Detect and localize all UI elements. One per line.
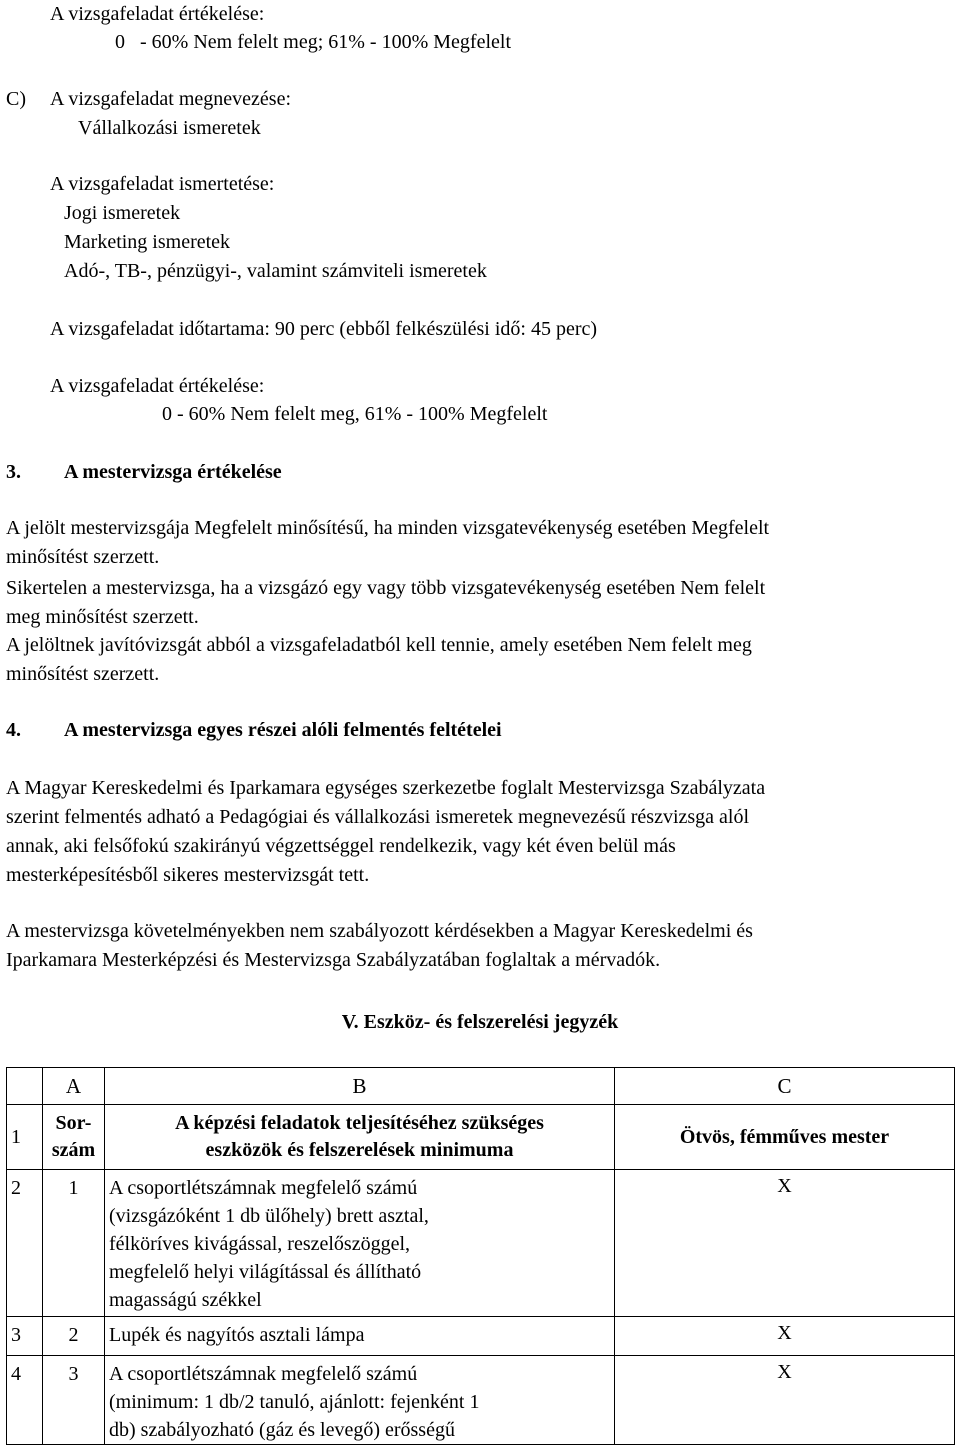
text-line: A mestervizsga követelményekben nem szabályozott kérdésekben a Magyar Kereskedelmi és: [6, 920, 753, 942]
row-mark: X: [615, 1317, 955, 1356]
section-4-paragraph-2: [6, 917, 950, 975]
b-eval-heading: A vizsgafeladat értékelése:: [50, 3, 265, 25]
text-line: A Magyar Kereskedelmi és Iparkamara egységes szerkezetbe foglalt Mestervizsga Szabályzata: [6, 777, 766, 799]
description-line: A csoportlétszámnak megfelelő számú: [109, 1363, 418, 1385]
row-sorszam: 2: [43, 1317, 105, 1356]
text-line: meg minősítést szerzett.: [6, 606, 199, 628]
header-sorszam: [43, 1105, 105, 1170]
table-corner-cell: [7, 1068, 43, 1105]
c-duration: A vizsgafeladat időtartama: 90 perc (ebből felkészülési idő: 45 perc): [50, 318, 598, 340]
text-line: mesterképesítésből sikeres mestervizsgát tett.: [6, 864, 370, 886]
c-name-value: Vállalkozási ismeretek: [78, 117, 261, 139]
c-desc-item: Jogi ismeretek: [64, 202, 181, 224]
text-line: minősítést szerzett.: [6, 663, 160, 685]
text-line: annak, aki felsőfokú szakirányú végzettséggel rendelkezik, vagy két éven belül más: [6, 835, 676, 857]
description-line: félköríves kivágással, reszelőszöggel,: [109, 1233, 411, 1255]
text-line: Sikertelen a mestervizsga, ha a vizsgázó egy vagy több vizsgatevékenység esetében Nem felelt: [6, 577, 766, 599]
column-letter: C: [615, 1068, 955, 1105]
text-line: Iparkamara Mesterképzési és Mestervizsga Szabályzatában foglaltak a mérvadók.: [6, 949, 661, 971]
c-eval-value: 0 - 60% Nem felelt meg, 61% - 100% Megfelelt: [162, 403, 548, 425]
row-mark: X: [615, 1170, 955, 1317]
row-sorszam: 1: [43, 1170, 105, 1317]
section-4-number: 4.: [6, 719, 21, 741]
section-3-paragraph-1: [6, 514, 950, 572]
section-3-number: 3.: [6, 461, 21, 483]
header-line: eszközök és felszerelések minimuma: [205, 1139, 514, 1161]
description-line: Lupék és nagyítós asztali lámpa: [109, 1324, 365, 1346]
row-sorszam: 3: [43, 1356, 105, 1445]
row-number: 3: [7, 1317, 43, 1356]
row-number: 4: [7, 1356, 43, 1445]
column-letter: B: [105, 1068, 615, 1105]
header-line: szám: [51, 1139, 96, 1161]
c-desc-item: Adó-, TB-, pénzügyi-, valamint számviteli ismeretek: [64, 260, 487, 282]
row-description: [105, 1356, 615, 1445]
c-desc-heading: A vizsgafeladat ismertetése:: [50, 173, 275, 195]
text-line: A jelöltnek javítóvizsgát abból a vizsgafeladatból kell tennie, amely esetében Nem felelt meg: [6, 634, 752, 656]
column-letter: A: [43, 1068, 105, 1105]
description-line: A csoportlétszámnak megfelelő számú: [109, 1177, 418, 1199]
description-line: (minimum: 1 db/2 tanuló, ajánlott: fejenként 1: [109, 1391, 480, 1413]
section-4-paragraph-1: [6, 774, 950, 890]
description-line: db) szabályozható (gáz és levegő) erősségű: [109, 1419, 455, 1441]
table-header-row: [7, 1105, 955, 1170]
text-line: A jelölt mestervizsgája Megfelelt minősítésű, ha minden vizsgatevékenység esetében Megfelelt: [6, 517, 770, 539]
row-number: 2: [7, 1170, 43, 1317]
text-line: minősítést szerzett.: [6, 546, 160, 568]
c-marker: C): [6, 88, 26, 110]
section-3-title: A mestervizsga értékelése: [64, 461, 282, 483]
header-line: Sor-: [55, 1112, 92, 1134]
row-number: 1: [7, 1105, 43, 1170]
description-line: magasságú székkel: [109, 1289, 262, 1311]
table-column-letter-row: [7, 1068, 955, 1105]
text-line: szerint felmentés adható a Pedagógiai és vállalkozási ismeretek megnevezésű részvizsga alól: [6, 806, 750, 828]
c-desc-item: Marketing ismeretek: [64, 231, 231, 253]
b-eval-value: 0 - 60% Nem felelt meg; 61% - 100% Megfelelt: [115, 31, 511, 53]
c-name-heading: A vizsgafeladat megnevezése:: [50, 88, 291, 110]
table-row: [7, 1170, 955, 1317]
description-line: megfelelő helyi világítással és állítható: [109, 1261, 422, 1283]
header-profession: Ötvös, fémműves mester: [615, 1105, 955, 1170]
row-description: [105, 1317, 615, 1356]
section-v-title: V. Eszköz- és felszerelési jegyzék: [341, 1011, 619, 1033]
row-mark: X: [615, 1356, 955, 1445]
c-eval-heading: A vizsgafeladat értékelése:: [50, 375, 265, 397]
equipment-table: [6, 1067, 955, 1445]
description-line: (vizsgázóként 1 db ülőhely) brett asztal,: [109, 1205, 429, 1227]
table-row: [7, 1317, 955, 1356]
section-3-paragraph-2: [6, 574, 950, 632]
header-line: A képzési feladatok teljesítéséhez szükséges: [175, 1112, 544, 1134]
table-row: [7, 1356, 955, 1445]
section-4-title: A mestervizsga egyes részei alóli felmentés feltételei: [64, 719, 502, 741]
header-equipment: [105, 1105, 615, 1170]
row-description: [105, 1170, 615, 1317]
section-3-paragraph-3: [6, 631, 950, 689]
